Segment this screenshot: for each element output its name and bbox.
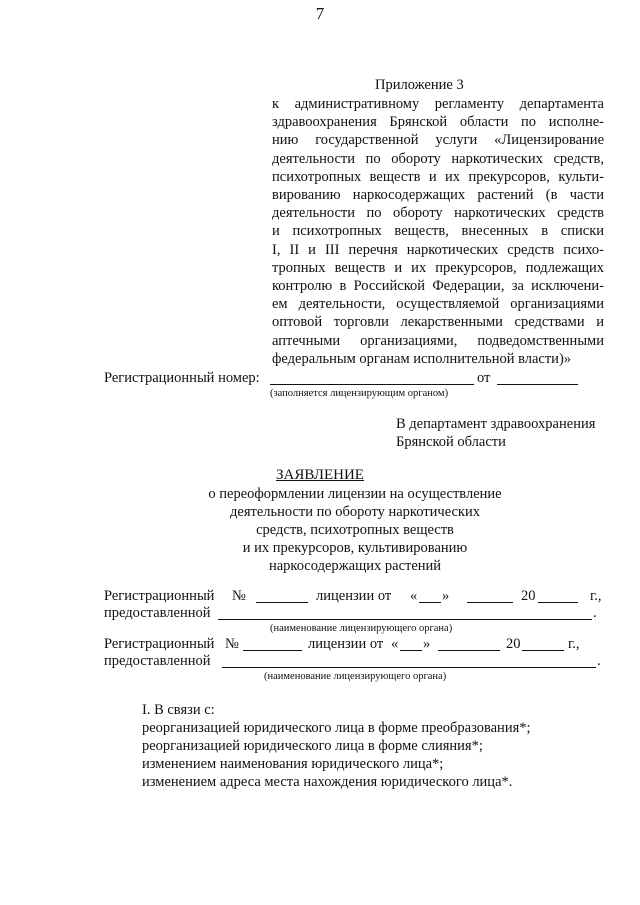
annex-line: деятельности по обороту наркотических средств, [272,150,604,167]
statement-line: средств, психотропных веществ [256,522,454,538]
annex-line: федеральным органам исполнительной власти)» [272,350,572,367]
annex-line: и психотропных веществ, внесенных в списки [272,223,604,240]
annex-line: аптечными организациями, подведомственными [272,332,604,349]
section-item: реорганизацией юридического лица в форме слияния*; [142,738,483,754]
statement-line: о переоформлении лицензии на осуществление [208,486,502,502]
year-suffix-1: г., [590,588,602,604]
annex-line: ем деятельности, осуществляемой организациями [272,296,604,313]
quote-close-1: » [442,588,450,604]
reg-label-2: Регистрационный [104,636,215,652]
year-prefix-1: 20 [521,588,536,604]
registration-number-field[interactable] [270,384,474,385]
licensing-authority-hint-2: (наименование лицензирующего органа) [264,671,447,682]
year-suffix-2: г., [568,636,580,652]
registration-number-label: Регистрационный номер: [104,370,260,386]
day-field-2[interactable] [400,650,422,651]
year-field-1[interactable] [538,602,578,603]
licensing-authority-field-2[interactable] [222,667,596,668]
license-number-field-1[interactable] [256,602,308,603]
licensing-authority-field-1[interactable] [218,619,592,620]
quote-open-1: « [410,588,418,604]
period-2: . [597,653,601,669]
annex-title: Приложение 3 [375,77,464,93]
annex-line: деятельности по обороту наркотических средств [272,205,604,222]
statement-title: ЗАЯВЛЕНИЕ [276,467,364,483]
statement-line: наркосодержащих растений [268,558,442,574]
annex-line: вированию наркосодержащих растений (в части [272,187,604,204]
year-prefix-2: 20 [506,636,521,652]
statement-title-wrap [0,466,640,484]
annex-line: здравоохранения Брянской области по исполне- [272,114,604,131]
annex-line: оптовой торговли лекарственными средствами и [272,314,604,331]
addressee-line: Брянской области [396,434,506,450]
reg-label-1: Регистрационный [104,588,215,604]
day-field-1[interactable] [419,602,441,603]
year-field-2[interactable] [522,650,564,651]
annex-line: к административному регламенту департамента [272,96,604,112]
section-heading: I. В связи с: [142,702,215,718]
annex-line: контролю в Российской Федерации, за исключени- [272,278,604,295]
license-from-label-2: лицензии от [308,636,384,652]
annex-line: I, II и III перечня наркотических средств психо- [272,241,604,258]
statement-line: и их прекурсоров, культивированию [242,540,468,556]
period-1: . [593,605,597,621]
annex-line: нию государственной услуги «Лицензирование [272,132,604,149]
registration-hint: (заполняется лицензирующим органом) [270,388,449,399]
quote-open-2: « [391,636,399,652]
annex-line: психотропных веществ и их прекурсоров, культи- [272,168,604,185]
registration-from-label: от [477,370,491,386]
license-from-label-1: лицензии от [316,588,392,604]
license-number-field-2[interactable] [243,650,302,651]
provided-label-1: предоставленной [104,605,211,621]
addressee-line: В департамент здравоохранения [396,416,596,432]
section-item: реорганизацией юридического лица в форме преобразования*; [142,720,531,736]
quote-close-2: » [423,636,431,652]
statement-line: деятельности по обороту наркотических [230,504,480,520]
month-field-1[interactable] [467,602,513,603]
annex-line: тропных веществ и их прекурсоров, подлежащих [272,259,604,276]
statement-subtitle [0,485,640,575]
annex-description [272,95,604,368]
month-field-2[interactable] [438,650,500,651]
licensing-authority-hint-1: (наименование лицензирующего органа) [270,623,453,634]
page-number: 7 [315,4,325,23]
provided-label-2: предоставленной [104,653,211,669]
num-sign-2: № [225,636,239,652]
num-sign-1: № [232,588,246,604]
section-item: изменением адреса места нахождения юридического лица*. [142,774,513,790]
registration-date-field[interactable] [497,384,578,385]
section-item: изменением наименования юридического лица*; [142,756,444,772]
